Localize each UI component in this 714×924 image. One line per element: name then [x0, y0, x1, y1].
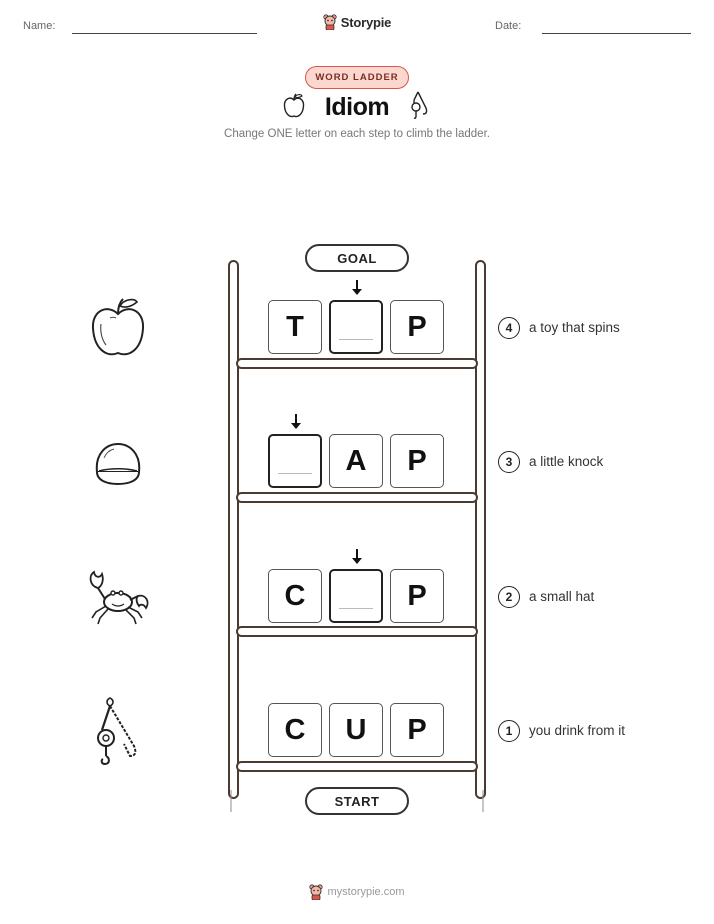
letter-tile: T: [268, 300, 322, 354]
footer-url[interactable]: mystorypie.com: [327, 886, 405, 898]
crab-icon: [84, 566, 152, 626]
instructions: Change ONE letter on each step to climb the ladder.: [224, 128, 490, 140]
letter-tile: C: [268, 703, 322, 757]
cap-icon: [92, 438, 144, 488]
arrow-down-icon: [351, 280, 363, 296]
arrow-down-icon: [290, 414, 302, 430]
bear-icon: [309, 884, 323, 900]
blank-letter-input[interactable]: [329, 569, 383, 623]
word-ladder-badge: WORD LADDER: [305, 66, 409, 89]
clue-text: a small hat: [529, 589, 595, 604]
blank-letter-input[interactable]: [268, 434, 322, 488]
brand-name: Storypie: [340, 14, 392, 30]
page-title: Idiom: [324, 93, 390, 121]
letter-tile: P: [390, 703, 444, 757]
name-label: Name:: [23, 20, 56, 32]
letter-tile: C: [268, 569, 322, 623]
date-label: Date:: [495, 20, 522, 32]
step-number: 4: [498, 317, 520, 339]
clue-text: a toy that spins: [529, 320, 620, 335]
apple-icon: [88, 296, 148, 360]
letter-tile: P: [390, 300, 444, 354]
letter-tile: P: [390, 434, 444, 488]
letter-tile: U: [329, 703, 383, 757]
pulley-icon: [92, 694, 144, 768]
footer: [0, 884, 714, 900]
goal-label: GOAL: [305, 244, 409, 272]
clue-text: a little knock: [529, 454, 604, 469]
arrow-down-icon: [351, 549, 363, 565]
step-number: 1: [498, 720, 520, 742]
step-number: 2: [498, 586, 520, 608]
start-label: START: [305, 787, 409, 815]
clue-text: you drink from it: [529, 723, 626, 738]
letter-tile: A: [329, 434, 383, 488]
step-number: 3: [498, 451, 520, 473]
letter-tile: P: [390, 569, 444, 623]
blank-letter-input[interactable]: [329, 300, 383, 354]
